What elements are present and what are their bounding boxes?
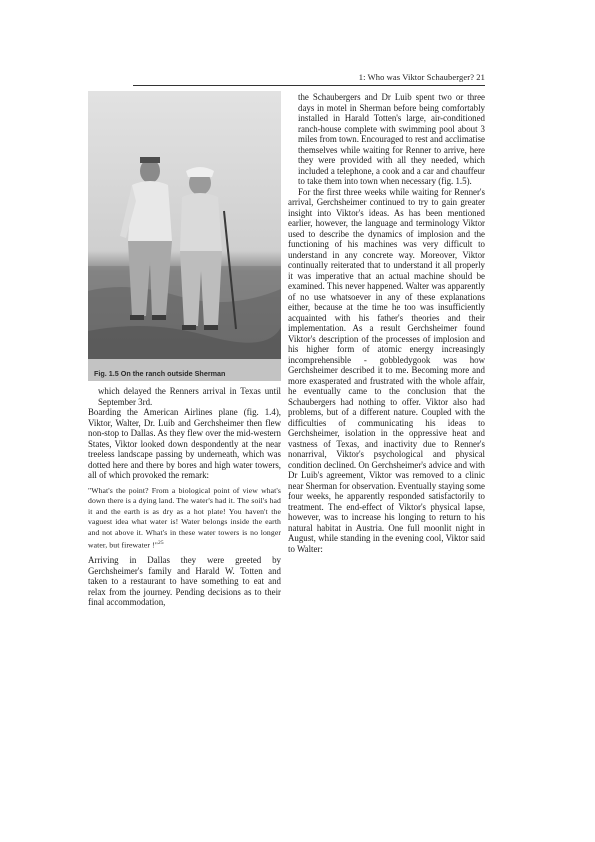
right-column [288, 92, 485, 554]
right-paragraph-2: For the first three weeks while waiting for Renner's arrival, Gerchsheimer continued to try to gain greater insight into Viktor's ideas. As has been mentioned earlier, however, the language and terminology Viktor used to describe the dynamics of implosion and the functioning of his machines was very difficult to understand in any concrete way. Moreover, Viktor continually reiterated that to understand it all properly it was imperative that an actual machine should be examined. This never happened. Walter was apparently of no use whatsoever in any of these explanations either, because at the time he too was insufficiently acquainted with his father's theories and their implementation. As a result Gerchsheimer found Viktor's description of the processes of implosion and his higher form of atomic energy increasingly incomprehensible - gobbledygook was how Gerchsheimer described it to me. Becoming more and more exasperated and frustrated with the whole affair, he eventually came to the conclusion that the Schaubergers had nothing to offer. Viktor also had problems, but of a different nature. Coupled with the difficulties of communicating his ideas to Gerchsheimer, isolation in the oppressive heat and vastness of Texas, and inactivity due to Renner's nonarrival, Viktor's psychological and physical condition declined. On Gerchsheimer's advice and with Dr Luib's agreement, Viktor was removed to a clinic near Sherman for observation. Eventually staying some four weeks, he apparently responded satisfactorily to treatment. The end-effect of Viktor's physical lapse, however, was to increase his longing to return to his natural habitat in Austria. One full moonlit night in August, while standing in the evening cool, Viktor said to Walter: [288, 186, 485, 554]
photo-image [88, 91, 281, 381]
quote-text: "What's the point? From a biological point of view what's down there is a dying land. The water's had it. The soil's had it and the earth is as dry as a hot plate! You haven't the vaguest idea what water is! Water belongs inside the earth and not above it. What's in these water towers is no longer water, but firewater !" [88, 485, 281, 550]
header-rule [133, 85, 485, 86]
left-paragraph-3: Arriving in Dallas they were greeted by Gerchsheimer's family and Harald W. Totten and taken to a restaurant to have something to eat and relax from the journey. Pending decisions as to their final accommodation, [88, 555, 281, 608]
block-quote [88, 486, 281, 552]
running-head: 1: Who was Viktor Schauberger? 21 [358, 72, 485, 82]
figure-photo [88, 91, 281, 381]
left-paragraph-2: Boarding the American Airlines plane (fig. 1.4), Viktor, Walter, Dr. Luib and Gerchsheimer then flew non-stop to Dallas. As they flew over the mid-western States, Viktor looked down despondently at the near treeless landscape passing by underneath, which was dotted here and there by bores and high water towers, all of which provoked the remark: [88, 407, 281, 480]
footnote-ref: 25 [158, 540, 164, 546]
figure-caption: Fig. 1.5 On the ranch outside Sherman [94, 369, 226, 378]
right-paragraph-1: the Schaubergers and Dr Luib spent two or three days in motel in Sherman before being comfortably installed in Harald Totten's large, air-conditioned ranch-house complete with swimming pool about 3 miles from town. Encouraged to rest and acclimatise themselves while waiting for Renner to arrive, here they were provided with all they needed, which included a telephone, a cook and a car and chauffeur to take them into town when necessary (fig. 1.5). [298, 92, 485, 186]
left-column [88, 386, 281, 608]
left-paragraph-1: which delayed the Renners arrival in Texas until September 3rd. [98, 386, 281, 407]
